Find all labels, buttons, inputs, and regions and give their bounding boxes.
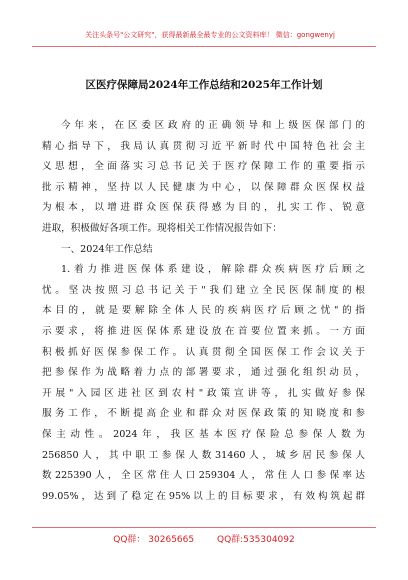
paragraph-line: 忧。坚决按照习总书记关于"我们建立全民医保制度的根 <box>42 284 365 296</box>
paragraph-line: 数225390人，全区常住人口259304人，常住人口参保率达 <box>42 470 365 482</box>
paragraph-line: 保主动性。2024年，我区基本医疗保险总参保人数为 <box>42 428 365 440</box>
footer-divider <box>32 527 376 528</box>
section-heading: 一、2024年工作总结 <box>61 243 153 255</box>
paragraph-line: 1.着力推进医保体系建设，解除群众疾病医疗后顾之 <box>61 264 365 276</box>
footer-qq-group-1: QQ群： 30265665 <box>113 535 195 545</box>
paragraph-line: 开展"入园区进社区到农村"政策宣讲等，扎实做好参保 <box>42 387 365 399</box>
document-title: 区医疗保障局2024年工作总结和2025年工作计划 <box>85 79 323 91</box>
paragraph-line: 服务工作，不断提高企业和群众对医保政策的知晓度和参 <box>42 408 365 420</box>
paragraph-line: 256850人，其中职工参保人数31460人，城乡居民参保人 <box>42 449 365 461</box>
paragraph-line: 为根本，以增进群众医保获得感为目的，扎实工作、锐意 <box>42 202 365 214</box>
footer-qq-group-2: QQ群:535304092 <box>216 535 295 545</box>
header-banner: 关注头条号"公文研究"，获得最新最全最专业的公文资料库！ 微信：gongwenyj <box>85 31 335 39</box>
footer <box>0 532 408 545</box>
paragraph-line: 把参保作为战略着力点的部署要求，通过强化组织动员， <box>42 367 365 379</box>
paragraph-line: 进取，积极做好各项工作。现将相关工作情况报告如下： <box>42 222 282 234</box>
paragraph-line: 义思想，全面落实习总书记关于医疗保障工作的重要指示 <box>42 161 365 173</box>
paragraph-line: 今年来，在区委区政府的正确领导和上级医保部门的 <box>61 120 365 131</box>
paragraph-line: 99.05%，达到了稳定在95%以上的目标要求，有效构筑起群 <box>42 490 365 502</box>
header-divider <box>32 46 376 47</box>
paragraph-line: 积极抓好医保参保工作。认真贯彻全国医保工作会议关于 <box>42 346 365 358</box>
paragraph-line: 示要求，将推进医保体系建设放在首要位置来抓。一方面 <box>42 325 365 337</box>
paragraph-line: 精心指导下，我局认真贯彻习近平新时代中国特色社会主 <box>42 140 365 152</box>
paragraph-line: 本目的，就是要解除全体人民的疾病医疗后顾之忧"的指 <box>42 305 365 317</box>
paragraph-line: 批示精神，坚持以人民健康为中心，以保障群众医保权益 <box>42 181 365 193</box>
document-body <box>42 116 365 507</box>
